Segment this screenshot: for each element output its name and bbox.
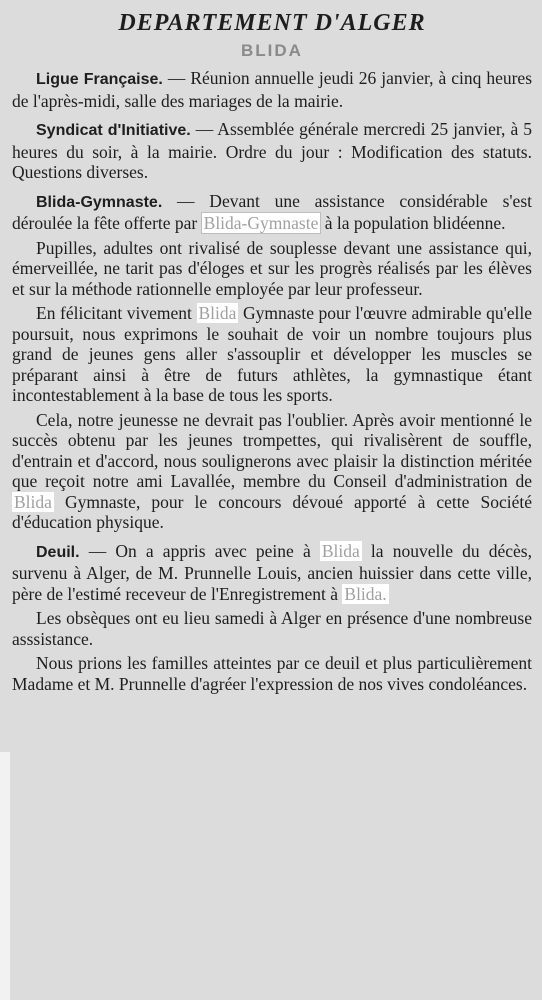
paragraph-text: Les obsèques ont eu lieu samedi à Alger en présence d'une nombreuse asssistance.	[12, 608, 532, 649]
paragraph-text: la nouvelle du décès, survenu à Alger, de M. Prunnelle Louis, ancien huissier dans cette ville, père de l'estimé receveur de l'Enregistrement à	[12, 540, 532, 604]
paragraph-text: Gymnaste pour l'œuvre admirable qu'elle poursuit, nous exprimons le souhait de voir un nombre toujours plus grand de jeunes gens aller s'assouplir et développer les muscles se préparant ainsi à être de futurs athlètes, la gymnastique étant incontestablement à la base de tous les sports.	[12, 303, 532, 405]
paragraph-text: — On a appris avec peine à	[79, 540, 320, 561]
paragraph-text: Nous prions les familles atteintes par ce deuil et plus particulièrement Madame et M. Prunnelle d'agréer l'expression de nos vives condoléances.	[12, 653, 532, 694]
article-paragraph	[12, 410, 532, 533]
article-paragraph	[12, 119, 532, 183]
article	[12, 119, 532, 183]
article-paragraph	[12, 68, 532, 111]
highlighted-keyword: Blida.	[344, 583, 387, 604]
article-headline: Syndicat d'Initiative.	[36, 122, 191, 139]
article-paragraph	[12, 238, 532, 300]
paragraph-text: — Devant une assistance considérable s'est déroulée la fête offerte par	[12, 190, 532, 233]
paragraph-text: — Assemblée générale mercredi 25 janvier, à 5 heures du soir, à la mairie. Ordre du jour : Modification des statuts. Questions diverses.	[12, 119, 532, 182]
article-paragraph	[12, 541, 532, 605]
article-headline: Ligue Française.	[36, 71, 163, 88]
paragraph-text: — Réunion annuelle jeudi 26 janvier, à cinq heures de l'après-midi, salle des mariages de la mairie.	[12, 68, 533, 111]
highlighted-keyword: Blida	[321, 540, 360, 561]
city-heading: BLIDA	[241, 41, 303, 60]
highlighted-keyword: Blida-Gymnaste	[203, 213, 319, 233]
article-list	[12, 68, 532, 694]
article-paragraph	[12, 653, 532, 694]
article	[12, 191, 532, 533]
highlighted-keyword: Blida	[14, 491, 52, 512]
paragraph-text: En félicitant vivement	[36, 303, 197, 323]
article-paragraph	[12, 303, 532, 406]
highlighted-keyword: Blida	[198, 303, 237, 323]
page-edge-fold	[0, 752, 10, 1000]
paragraph-text: à la population blidéenne.	[320, 213, 506, 233]
article	[12, 68, 532, 111]
paragraph-text: Pupilles, adultes ont rivalisé de souplesse devant une assistance qui, émerveillée, ne tarit pas d'éloges et sur les progrès réalisés par les élèves et sur la méthode rationnelle employée par leur professeur.	[12, 237, 532, 299]
section-title: DEPARTEMENT D'ALGER	[118, 10, 426, 36]
paragraph-text: Gymnaste, pour le concours dévoué apporté à cette Société d'éducation physique.	[12, 491, 532, 532]
article-paragraph	[12, 608, 532, 649]
article-paragraph	[12, 191, 532, 234]
paragraph-text: Cela, notre jeunesse ne devrait pas l'oublier. Après avoir mentionné le succès obtenu par les jeunes trompettes, qui rivalisèrent de souffle, d'entrain et d'accord, nous soulignerons avec plaisir la distinction méritée que reçoit notre ami Lavallée, membre du Conseil d'administration de	[12, 409, 532, 491]
article	[12, 541, 532, 695]
article-headline: Deuil.	[36, 543, 80, 561]
article-headline: Blida-Gymnaste.	[36, 193, 163, 211]
